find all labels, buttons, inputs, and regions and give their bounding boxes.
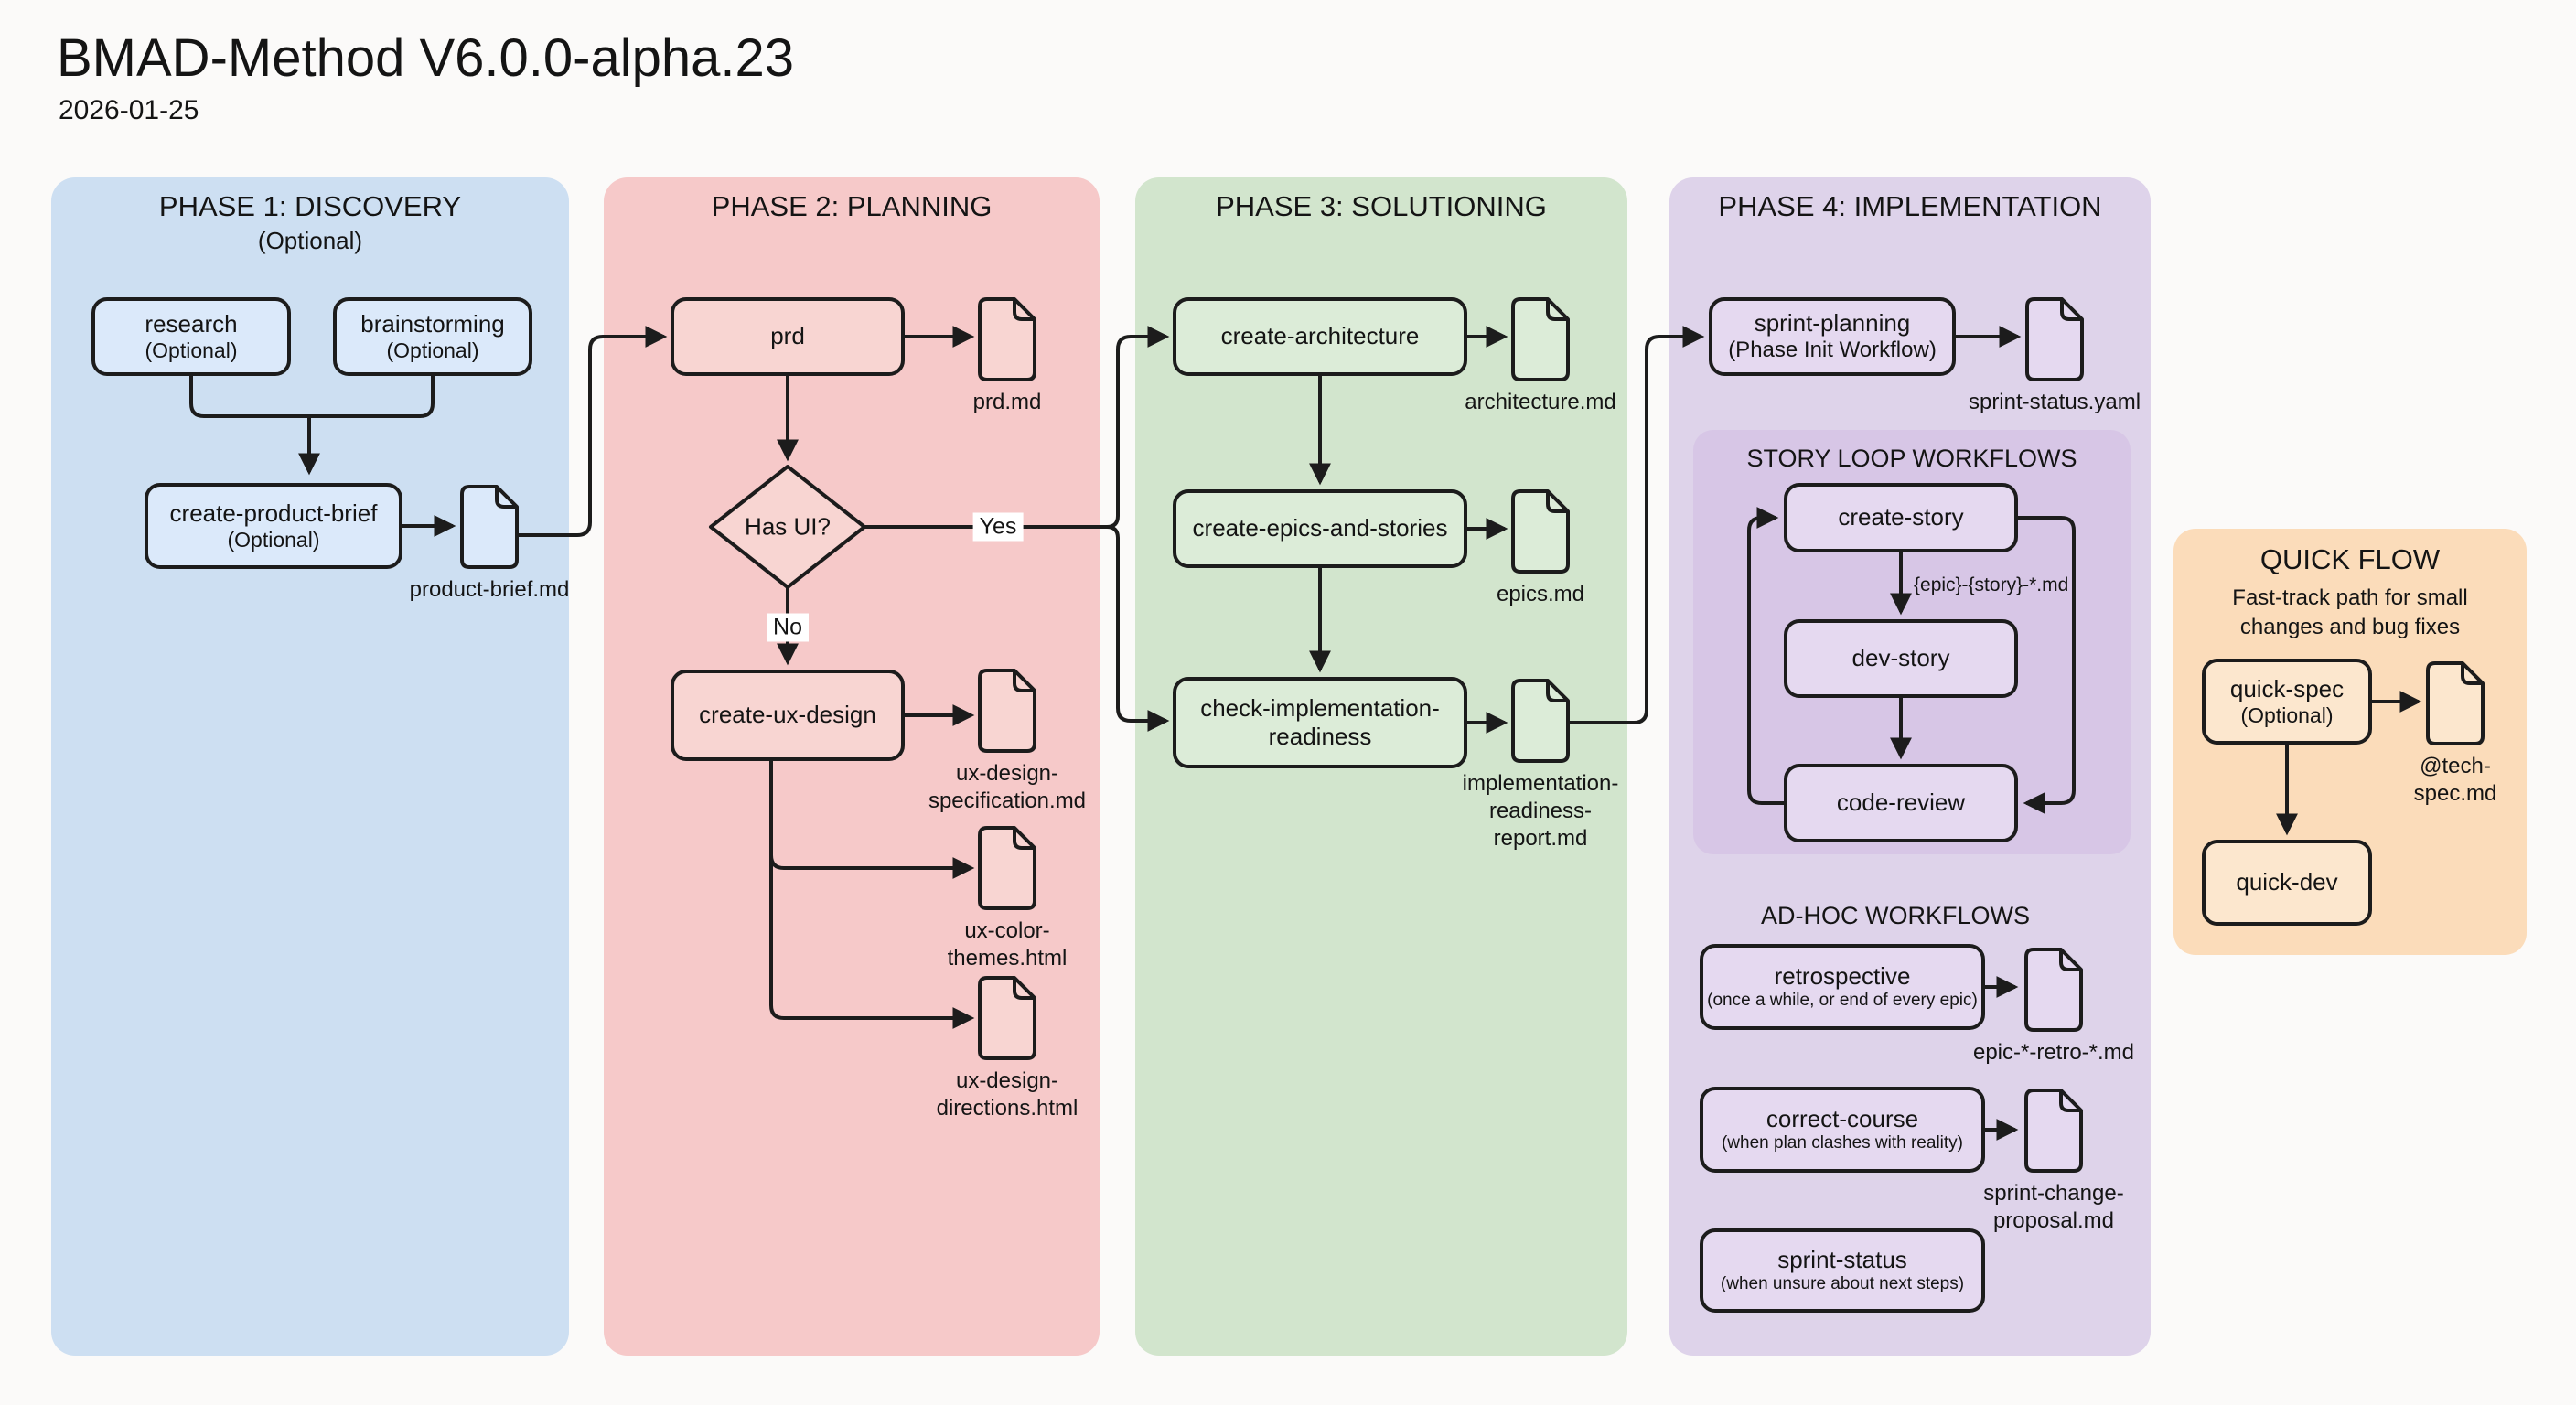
- doc-sprint-change-label: [1948, 1180, 2159, 1235]
- document-icon: [1511, 679, 1570, 763]
- node-prd: [671, 297, 905, 376]
- node-create-ux-design-label: create-ux-design: [699, 701, 876, 729]
- node-prd-label: prd: [770, 322, 805, 350]
- phase3-title: PHASE 3: SOLUTIONING: [1216, 190, 1547, 222]
- phase4-title: PHASE 4: IMPLEMENTATION: [1718, 190, 2102, 222]
- node-quick-spec: [2202, 659, 2372, 745]
- doc-tech-spec-line2: spec.md: [2413, 781, 2497, 806]
- doc-ux-design-directions-label: [902, 1067, 1112, 1122]
- doc-prd: [972, 297, 1042, 414]
- yes-label: Yes: [973, 513, 1024, 542]
- node-dev-story-label: dev-story: [1852, 644, 1950, 672]
- edge-code-review-loop-to-create-story: [1749, 518, 1784, 803]
- doc-sprint-change-line1: sprint-change-: [1983, 1181, 2124, 1206]
- doc-ux-color-themes-label: [902, 917, 1112, 972]
- node-sprint-status-label: sprint-status: [1777, 1246, 1907, 1273]
- doc-epic-retro: [1972, 948, 2135, 1065]
- doc-ux-color-line2: themes.html: [947, 946, 1068, 971]
- node-research-sub: (Optional): [145, 338, 238, 362]
- node-create-story-label: create-story: [1838, 503, 1964, 531]
- document-icon: [1511, 489, 1570, 574]
- node-sprint-status-sub: (when unsure about next steps): [1720, 1274, 1965, 1294]
- doc-product-brief-label: product-brief.md: [409, 577, 570, 602]
- doc-tech-spec-label: [2382, 753, 2528, 808]
- node-create-product-brief-label: create-product-brief: [169, 499, 378, 527]
- document-icon: [978, 669, 1036, 753]
- node-create-architecture: [1173, 297, 1467, 376]
- doc-sprint-change-line2: proposal.md: [1992, 1208, 2115, 1233]
- edge-research-merge: [191, 376, 309, 416]
- document-icon: [2024, 948, 2083, 1032]
- node-research-label: research: [145, 309, 238, 338]
- phase1-title-text: PHASE 1: DISCOVERY: [158, 190, 462, 222]
- node-sprint-planning-label: sprint-planning: [1754, 309, 1911, 337]
- doc-sprint-status-yaml: [1968, 297, 2141, 414]
- doc-epic-retro-label: epic-*-retro-*.md: [1972, 1040, 2135, 1065]
- doc-tech-spec-line1: @tech-: [2420, 754, 2491, 778]
- node-retrospective-sub: (once a while, or end of every epic): [1707, 991, 1978, 1011]
- node-create-epics-label: create-epics-and-stories: [1192, 514, 1448, 542]
- document-icon: [2426, 661, 2485, 745]
- has-ui-label: Has UI?: [745, 512, 831, 541]
- node-retrospective-label: retrospective: [1774, 962, 1911, 990]
- doc-impl-line2: readiness-: [1488, 799, 1593, 823]
- story-file-edge-label: {epic}-{story}-*.md: [1914, 574, 2069, 595]
- node-create-architecture-label: create-architecture: [1220, 322, 1420, 350]
- doc-product-brief: [409, 485, 570, 602]
- doc-ux-design-specification: [928, 669, 1087, 813]
- doc-implementation-readiness-report: [1462, 679, 1619, 851]
- node-correct-course: [1700, 1087, 1985, 1173]
- phase2-title: PHASE 2: PLANNING: [711, 190, 993, 222]
- doc-ux-color-themes: [947, 826, 1068, 971]
- doc-impl-readiness-label: [1435, 770, 1646, 853]
- quick-flow-subtitle-2: changes and bug fixes: [2239, 615, 2461, 639]
- story-loop-title: STORY LOOP WORKFLOWS: [1746, 445, 2077, 472]
- node-quick-spec-label: quick-spec: [2229, 674, 2345, 702]
- page-date: 2026-01-25: [59, 95, 199, 125]
- node-retrospective: [1700, 944, 1985, 1030]
- node-create-product-brief: [145, 483, 402, 569]
- node-create-story: [1784, 483, 2018, 552]
- doc-ux-spec-line2: specification.md: [928, 788, 1087, 813]
- document-icon: [2025, 297, 2084, 381]
- doc-epics: [1496, 489, 1585, 606]
- node-brainstorming-sub: (Optional): [386, 338, 479, 362]
- adhoc-title: AD-HOC WORKFLOWS: [1761, 902, 2030, 929]
- node-quick-dev-label: quick-dev: [2236, 868, 2338, 896]
- doc-ux-directions-line2: directions.html: [936, 1096, 1079, 1121]
- edge-create-story-loop-to-code-review: [2018, 518, 2074, 803]
- doc-epics-label: epics.md: [1496, 582, 1585, 606]
- node-check-impl-line1: check-implementation-: [1200, 693, 1440, 722]
- node-brainstorming: [333, 297, 532, 376]
- document-icon: [460, 485, 519, 569]
- node-check-impl-line2: readiness: [1268, 723, 1372, 750]
- node-quick-dev: [2202, 840, 2372, 926]
- doc-architecture-label: architecture.md: [1465, 390, 1616, 414]
- node-check-implementation-readiness: [1173, 677, 1467, 768]
- doc-prd-label: prd.md: [972, 390, 1042, 414]
- document-icon: [978, 976, 1036, 1060]
- doc-ux-design-specification-label: [902, 760, 1112, 815]
- node-code-review-label: code-review: [1836, 788, 1966, 817]
- quick-flow-subtitle-1: Fast-track path for small: [2232, 585, 2468, 610]
- doc-ux-spec-line1: ux-design-: [955, 761, 1059, 786]
- doc-impl-line1: implementation-: [1462, 771, 1619, 796]
- node-sprint-planning: [1709, 297, 1956, 376]
- node-correct-course-sub: (when plan clashes with reality): [1721, 1133, 1963, 1153]
- doc-impl-line3: report.md: [1493, 826, 1588, 851]
- node-create-ux-design: [671, 670, 905, 761]
- doc-sprint-change-proposal: [1983, 1089, 2124, 1233]
- node-correct-course-label: correct-course: [1766, 1105, 1919, 1132]
- doc-architecture: [1465, 297, 1616, 414]
- node-brainstorming-label: brainstorming: [360, 309, 505, 338]
- doc-ux-design-directions: [936, 976, 1079, 1121]
- doc-tech-spec: [2413, 661, 2497, 806]
- node-research: [91, 297, 291, 376]
- page-title: BMAD-Method V6.0.0-alpha.23: [57, 28, 794, 88]
- document-icon: [1511, 297, 1570, 381]
- doc-sprint-status-yaml-label: sprint-status.yaml: [1968, 390, 2141, 414]
- node-quick-spec-sub: (Optional): [2240, 702, 2334, 727]
- document-icon: [978, 297, 1036, 381]
- node-code-review: [1784, 764, 2018, 842]
- no-label: No: [767, 614, 809, 642]
- doc-ux-color-line1: ux-color-: [964, 918, 1050, 943]
- document-icon: [2024, 1089, 2083, 1173]
- node-create-product-brief-sub: (Optional): [227, 527, 320, 552]
- doc-ux-directions-line1: ux-design-: [955, 1068, 1059, 1093]
- edge-brainstorming-merge: [309, 376, 433, 416]
- document-icon: [978, 826, 1036, 910]
- phase1-subtitle: (Optional): [257, 227, 363, 254]
- node-create-epics-and-stories: [1173, 489, 1467, 568]
- node-sprint-status: [1700, 1228, 1985, 1313]
- edge-product-brief-to-prd: [519, 337, 664, 535]
- quick-flow-title: QUICK FLOW: [2259, 543, 2441, 575]
- node-sprint-planning-sub: (Phase Init Workflow): [1728, 338, 1937, 363]
- node-dev-story: [1784, 619, 2018, 698]
